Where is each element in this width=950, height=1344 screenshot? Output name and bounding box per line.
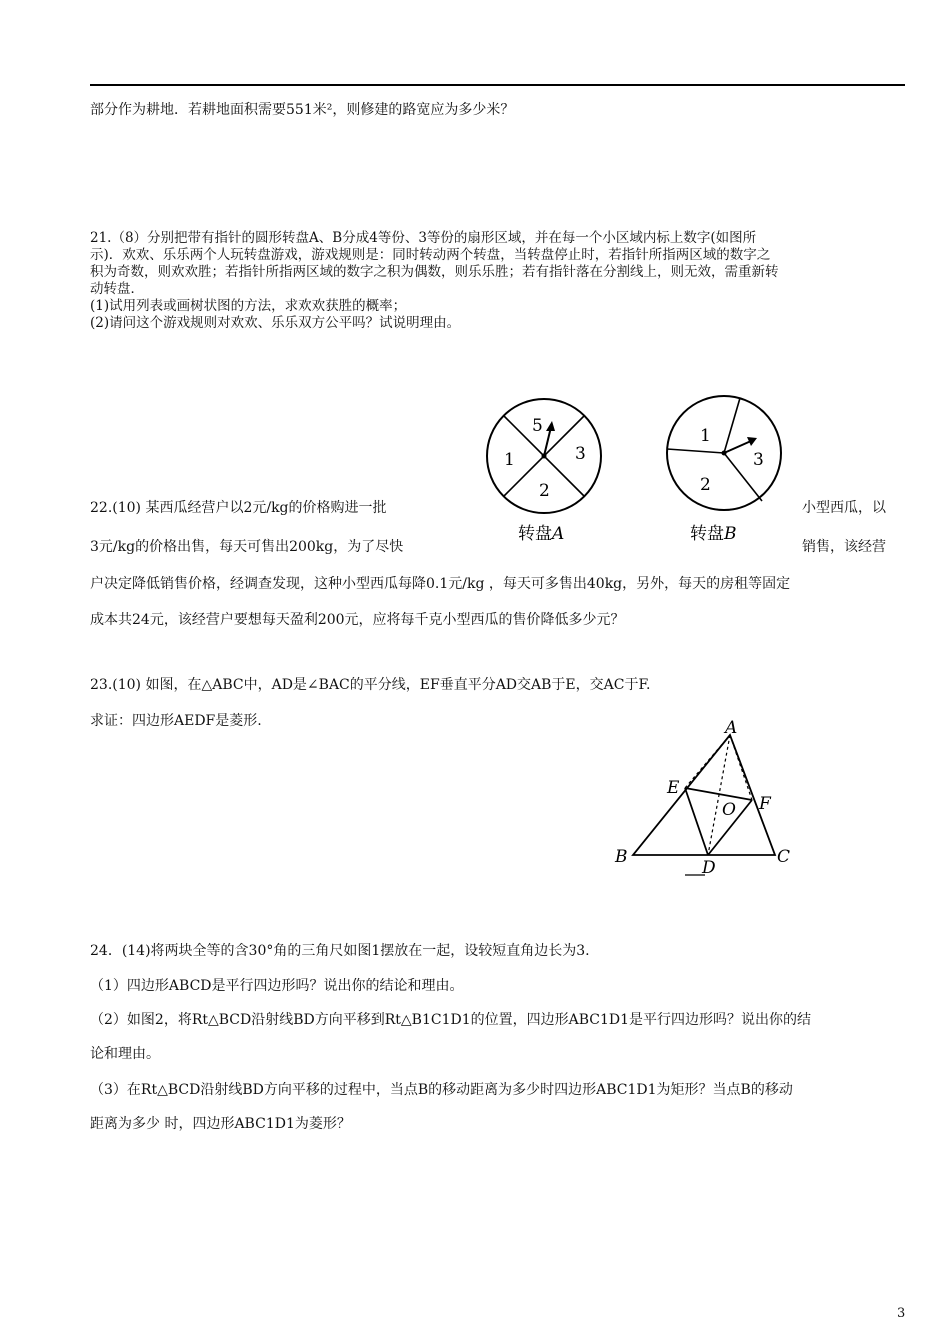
q21-line-5: (1)试用列表或画树状图的方法，求欢欢获胜的概率；	[90, 298, 407, 314]
spinner-a-hub	[542, 454, 547, 459]
q21-line-6: (2)请问这个游戏规则对欢欢、乐乐双方公平吗？试说明理由。	[90, 315, 461, 331]
q24-line-3: （2）如图2，将Rt△BCD沿射线BD方向平移到Rt△B1C1D1的位置，四边形ABC1D1是平行四边形吗？说出你的结	[90, 1012, 812, 1028]
q24-line-5: （3）在Rt△BCD沿射线BD方向平移的过程中，当点B的移动距离为多少时四边形ABC1D1为矩形？当点B的移动	[90, 1082, 793, 1098]
spinner-b-number-3: 3	[753, 450, 764, 470]
spinner-a-caption-var: A	[552, 524, 565, 544]
q22-line-1-right: 小型西瓜，以	[802, 500, 886, 516]
segment-ed	[685, 788, 708, 855]
triangle-figure	[605, 715, 805, 890]
q23-line-2: 求证：四边形AEDF是菱形.	[90, 713, 262, 729]
spinner-b-hub	[722, 451, 727, 456]
q21-line-4: 动转盘．	[90, 281, 144, 297]
page-number: 3	[897, 1306, 906, 1321]
top-text: 部分作为耕地．若耕地面积需要551米²，则修建的路宽应为多少米？	[90, 102, 515, 118]
spinner-b-pointer	[724, 441, 751, 453]
question-21	[90, 230, 908, 332]
spinner-a-caption-text: 转盘	[518, 524, 552, 544]
spinner-a-number-3: 3	[575, 444, 586, 464]
spinner-b-caption-var: B	[724, 524, 737, 544]
spinner-a-arrowhead	[546, 421, 555, 431]
q22-line-4: 成本共24元，该经营户要想每天盈利200元，应将每千克小型西瓜的售价降低多少元？	[90, 612, 625, 628]
q24-line-1: 24．(14)将两块全等的含30°角的三角尺如图1摆放在一起，设较短直角边长为3.	[90, 943, 590, 959]
q24-line-2: （1）四边形ABCD是平行四边形吗？说出你的结论和理由。	[90, 978, 464, 994]
spinner-b-caption-text: 转盘	[690, 524, 724, 544]
spinner-b-divider-1	[667, 449, 724, 453]
header-rule	[90, 84, 905, 86]
label-c: C	[777, 847, 791, 867]
label-b: B	[615, 847, 628, 867]
q21-line-3: 积为奇数，则欢欢胜；若指针所指两区域的数字之积为偶数，则乐乐胜；若有指针落在分割线上，则无效，需重新转	[90, 264, 779, 280]
q24-line-4: 论和理由。	[90, 1046, 160, 1062]
segment-ef	[685, 788, 752, 800]
label-a: A	[725, 718, 738, 738]
spinner-a-number-1: 1	[504, 450, 515, 470]
spinner-a-number-5: 5	[532, 416, 543, 436]
q23-line-1: 23.(10) 如图，在△ABC中，AD是∠BAC的平分线，EF垂直平分AD交AB于E，交AC于F.	[90, 677, 651, 693]
q24-line-6: 距离为多少 时，四边形ABC1D1为菱形？	[90, 1116, 351, 1132]
spinner-b-caption	[690, 524, 737, 544]
spinner-b-divider-2	[724, 398, 740, 453]
triangle-abc	[633, 735, 775, 855]
label-f: F	[759, 794, 771, 814]
q22-line-3: 户决定降低销售价格，经调查发现，这种小型西瓜每降0.1元/kg ，每天可多售出40kg，另外，每天的房租等固定	[90, 576, 791, 592]
label-o: O	[722, 800, 736, 820]
spinner-b-number-2: 2	[700, 475, 711, 495]
q21-line-1: 21.（8）分别把带有指针的圆形转盘A、B分成4等份、3等份的扇形区域，并在每一个小区域内标上数字(如图所	[90, 230, 757, 246]
spinner-b-figure	[660, 393, 790, 553]
q22-line-1-left: 22.(10) 某西瓜经营户以2元/kg的价格购进一批	[90, 500, 387, 516]
spinner-a-figure	[480, 393, 610, 553]
label-e: E	[667, 778, 680, 798]
q22-line-2-right: 销售，该经营	[802, 539, 886, 555]
spinner-b-number-1: 1	[700, 426, 711, 446]
spinner-a-number-2: 2	[539, 481, 550, 501]
q22-line-2-left: 3元/kg的价格出售，每天可售出200kg，为了尽快	[90, 539, 404, 555]
label-d: D	[702, 858, 716, 878]
q21-line-2: 示)．欢欢、乐乐两个人玩转盘游戏，游戏规则是：同时转动两个转盘，当转盘停止时，若指针所指两区域的数字之	[90, 247, 771, 263]
spinner-a-caption	[518, 524, 564, 544]
